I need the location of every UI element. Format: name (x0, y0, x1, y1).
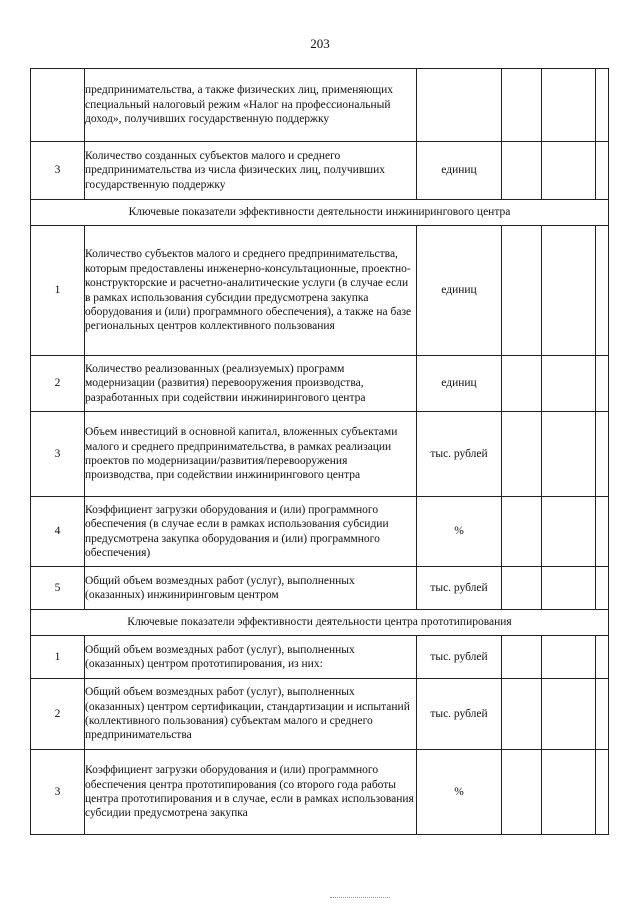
value-cell (542, 356, 596, 412)
value-cell (596, 567, 609, 610)
value-cell (502, 226, 542, 356)
table-row (31, 567, 609, 610)
value-cell (542, 412, 596, 497)
indicator-name: Объем инвестиций в основной капитал, вложенных субъектами малого и среднего предпринимательства, в рамках реализации проектов по модернизации/развития/перевооружения производства, при содействии инжинирингового центра (85, 412, 417, 497)
value-cell (502, 412, 542, 497)
table-row (31, 69, 609, 142)
row-number: 2 (31, 679, 85, 750)
value-cell (596, 412, 609, 497)
value-cell (502, 636, 542, 679)
indicator-name: Общий объем возмездных работ (услуг), выполненных (оказанных) инжиниринговым центром (85, 567, 417, 610)
table-row (31, 679, 609, 750)
value-cell (502, 356, 542, 412)
row-number: 5 (31, 567, 85, 610)
unit-of-measure: единиц (417, 356, 502, 412)
indicator-name: Количество реализованных (реализуемых) программ модернизации (развития) перевооружения производства, разработанных при содействии инжинирингового центра (85, 356, 417, 412)
row-number: 1 (31, 226, 85, 356)
value-cell (596, 497, 609, 567)
table-row (31, 226, 609, 356)
table-row (31, 356, 609, 412)
section-title: Ключевые показатели эффективности деятельности инжинирингового центра (31, 200, 609, 226)
section-header-row (31, 200, 609, 226)
row-number (31, 69, 85, 142)
value-cell (542, 69, 596, 142)
row-number: 2 (31, 356, 85, 412)
value-cell (502, 750, 542, 835)
value-cell (596, 142, 609, 200)
table-row (31, 636, 609, 679)
value-cell (542, 679, 596, 750)
value-cell (502, 497, 542, 567)
value-cell (502, 679, 542, 750)
section-header-row (31, 610, 609, 636)
value-cell (542, 750, 596, 835)
unit-of-measure: тыс. рублей (417, 679, 502, 750)
row-number: 1 (31, 636, 85, 679)
value-cell (542, 226, 596, 356)
value-cell (596, 356, 609, 412)
value-cell (596, 679, 609, 750)
scan-artifact (330, 897, 390, 900)
value-cell (502, 69, 542, 142)
table-row (31, 750, 609, 835)
row-number: 3 (31, 412, 85, 497)
value-cell (542, 497, 596, 567)
unit-of-measure: % (417, 750, 502, 835)
unit-of-measure: тыс. рублей (417, 636, 502, 679)
indicator-name: Количество созданных субъектов малого и среднего предпринимательства из числа физических лиц, получивших государственную поддержку (85, 142, 417, 200)
indicator-name: Общий объем возмездных работ (услуг), выполненных (оказанных) центром прототипирования, из них: (85, 636, 417, 679)
unit-of-measure (417, 69, 502, 142)
row-number: 3 (31, 750, 85, 835)
unit-of-measure: тыс. рублей (417, 567, 502, 610)
page-number: 203 (310, 36, 330, 51)
indicator-name: Общий объем возмездных работ (услуг), выполненных (оказанных) центром сертификации, стандартизации и испытаний (коллективного пользования) субъектам малого и среднего предпринимательства (85, 679, 417, 750)
indicator-name: предпринимательства, а также физических лиц, применяющих специальный налоговый режим «Налог на профессиональный доход», получивших государственную поддержку (85, 69, 417, 142)
row-number: 4 (31, 497, 85, 567)
value-cell (596, 69, 609, 142)
indicator-name: Количество субъектов малого и среднего предпринимательства, которым предоставлены инженерно-консультационные, проектно-конструкторские и расчетно-аналитические услуги (в случае если в рамках использования субсидии предусмотрена закупка оборудования и (или) программного обеспечения), а также на базе региональных центров коллективного пользования (85, 226, 417, 356)
indicator-name: Коэффициент загрузки оборудования и (или) программного обеспечения (в случае если в рамках использования субсидии предусмотрена закупка оборудования и (или) программного обеспечения) (85, 497, 417, 567)
unit-of-measure: единиц (417, 226, 502, 356)
indicators-table (30, 68, 609, 835)
unit-of-measure: % (417, 497, 502, 567)
value-cell (596, 750, 609, 835)
table-row (31, 497, 609, 567)
unit-of-measure: тыс. рублей (417, 412, 502, 497)
row-number: 3 (31, 142, 85, 200)
value-cell (542, 142, 596, 200)
value-cell (502, 567, 542, 610)
value-cell (596, 636, 609, 679)
table-row (31, 412, 609, 497)
value-cell (542, 567, 596, 610)
value-cell (596, 226, 609, 356)
unit-of-measure: единиц (417, 142, 502, 200)
value-cell (542, 636, 596, 679)
table-row (31, 142, 609, 200)
value-cell (502, 142, 542, 200)
indicator-name: Коэффициент загрузки оборудования и (или) программного обеспечения центра прототипирования (со второго года работы центра прототипирования и в случае, если в рамках использования субсидии предусмотрена закупка (85, 750, 417, 835)
section-title: Ключевые показатели эффективности деятельности центра прототипирования (31, 610, 609, 636)
